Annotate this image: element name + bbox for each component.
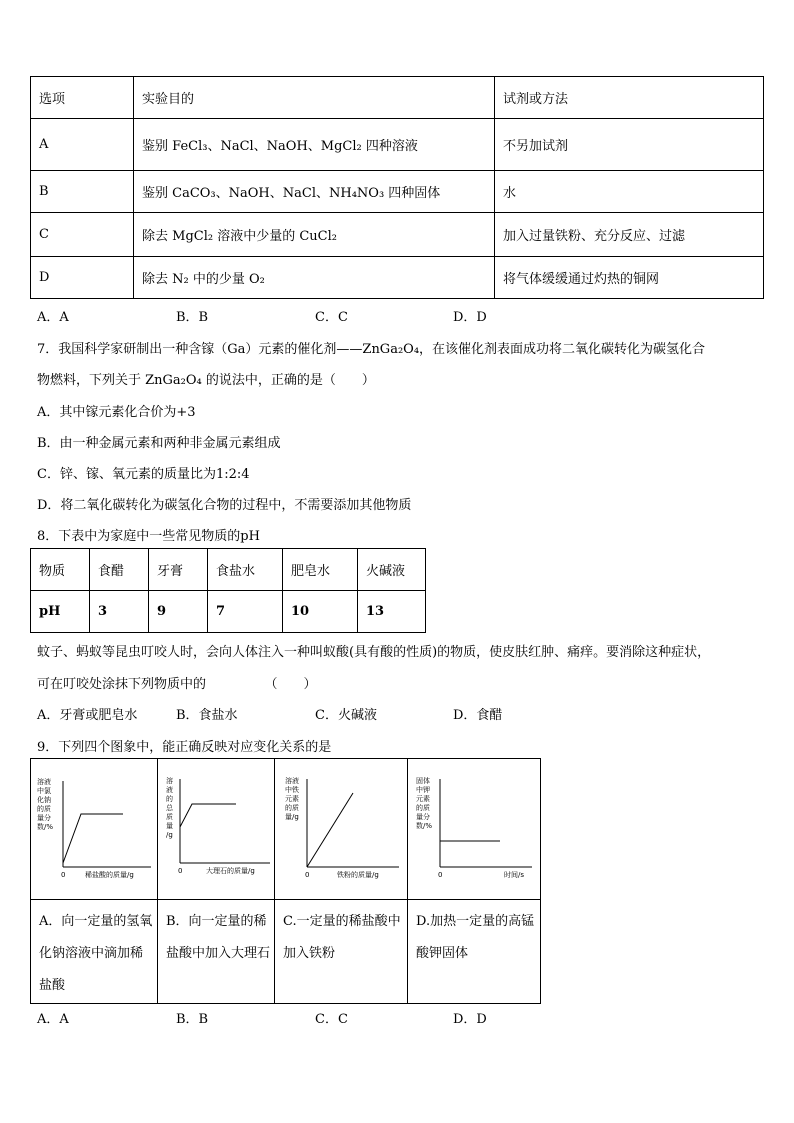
graph-a-ylabel — [37, 777, 53, 831]
q7-option-d: D．将二氧化碳转化为碳氢化合物的过程中，不需要添加其他物质 — [37, 498, 412, 513]
col-header-goal: 实验目的 — [134, 77, 495, 119]
graph-b-cell — [158, 759, 275, 900]
graph-a-curve — [63, 814, 123, 863]
ph-header-vinegar: 食醋 — [90, 549, 149, 591]
graph-d-xlabel: 时间/s — [504, 871, 525, 879]
graph-b-curve — [180, 804, 236, 827]
ph-value: 13 — [358, 591, 426, 633]
row-goal: 鉴别 CaCO₃、NaOH、NaCl、NH₄NO₃ 四种固体 — [134, 171, 495, 213]
graph-c-ylabel — [285, 776, 299, 821]
graph-c-ylabel-line: 的质 — [285, 804, 299, 812]
graph-a-xlabel: 稀盐酸的质量/g — [85, 871, 134, 879]
col-header-option: 选项 — [31, 77, 134, 119]
row-method: 水 — [495, 171, 764, 213]
reagent-table — [30, 76, 764, 299]
ph-value: 7 — [208, 591, 283, 633]
ph-label: pH — [31, 591, 90, 633]
table-row — [31, 257, 764, 299]
q7-option-c: C．锌、镓、氧元素的质量比为1:2:4 — [37, 467, 250, 482]
q7-stem-line2: 物燃料，下列关于 ZnGa₂O₄ 的说法中，正确的是（ ） — [37, 373, 375, 388]
graph-c-ylabel-line: 中铁 — [285, 786, 299, 794]
graph-b-ylabel-line: 总 — [166, 804, 173, 812]
ph-header-toothpaste: 牙膏 — [149, 549, 208, 591]
graph-b-ylabel-line: 的 — [166, 795, 173, 803]
graph-b-ylabel — [166, 776, 174, 839]
graph-a-ylabel-line: 数/% — [37, 823, 54, 831]
graph-c-ylabel-line: 量/g — [285, 813, 299, 821]
table-row — [31, 119, 764, 171]
col-header-method: 试剂或方法 — [495, 77, 764, 119]
graph-c-cell — [275, 759, 408, 900]
ph-value: 3 — [90, 591, 149, 633]
row-option: C — [31, 213, 134, 257]
graph-b-origin: 0 — [178, 867, 183, 875]
table-row — [31, 213, 764, 257]
table-row — [31, 171, 764, 213]
graph-b-ylabel-line: 液 — [166, 786, 173, 794]
graph-d-ylabel-line: 元素 — [416, 795, 430, 803]
graph-d-ylabel — [416, 776, 432, 830]
graph-d-origin: 0 — [438, 871, 443, 879]
graph-b-ylabel-line: 量 — [166, 822, 173, 830]
row-option: A — [31, 119, 134, 171]
graph-c-origin: 0 — [305, 871, 310, 879]
row-goal: 鉴别 FeCl₃、NaCl、NaOH、MgCl₂ 四种溶液 — [134, 119, 495, 171]
graph-b-caption: B．向一定量的稀盐酸中加入大理石 — [158, 900, 275, 1004]
q9-option-d: D．D — [453, 1012, 487, 1027]
graph-a-cell — [31, 759, 158, 900]
q9-option-c: C．C — [315, 1012, 348, 1027]
row-option: B — [31, 171, 134, 213]
graph-a-caption: A．向一定量的氢氧化钠溶液中滴加稀盐酸 — [31, 900, 158, 1004]
graph-a-ylabel-line: 量分 — [37, 814, 51, 822]
graph-d-ylabel-line: 的质 — [416, 804, 430, 812]
q6-option-a: A．A — [37, 310, 69, 325]
graph-c-caption: C.一定量的稀盐酸中加入铁粉 — [275, 900, 408, 1004]
ph-value: 9 — [149, 591, 208, 633]
q7-option-a: A．其中镓元素化合价为+3 — [37, 405, 196, 420]
graph-b-ylabel-line: 质 — [166, 813, 173, 821]
q8-text-line2: 可在叮咬处涂抹下列物质中的 （ ） — [37, 677, 317, 692]
ph-header-saltwater: 食盐水 — [208, 549, 283, 591]
q9-option-b: B．B — [176, 1012, 209, 1027]
graph-a — [31, 759, 157, 895]
q9-stem: 9．下列四个图象中，能正确反映对应变化关系的是 — [37, 740, 332, 755]
ph-table — [30, 548, 426, 633]
ph-value: 10 — [283, 591, 358, 633]
q6-option-d: D．D — [453, 310, 487, 325]
q6-option-c: C．C — [315, 310, 348, 325]
graph-b-xlabel: 大理石的质量/g — [206, 867, 255, 875]
q8-option-c: C．火碱液 — [315, 708, 377, 723]
q8-stem: 8．下表中为家庭中一些常见物质的pH — [37, 529, 260, 544]
graph-a-ylabel-line: 中氯 — [37, 787, 51, 795]
row-method: 不另加试剂 — [495, 119, 764, 171]
graph-c-ylabel-line: 溶液 — [285, 777, 299, 785]
graph-d-ylabel-line: 中钾 — [416, 786, 430, 794]
graph-d-ylabel-line: 数/% — [416, 822, 433, 830]
q8-option-a: A．牙膏或肥皂水 — [37, 708, 138, 723]
row-method: 加入过量铁粉、充分反应、过滤 — [495, 213, 764, 257]
graph-c-curve — [307, 793, 353, 867]
q7-option-b: B．由一种金属元素和两种非金属元素组成 — [37, 436, 281, 451]
graph-b — [158, 759, 274, 895]
graph-d-ylabel-line: 量分 — [416, 813, 430, 821]
graph-a-origin: 0 — [61, 871, 66, 879]
graph-b-ylabel-line: /g — [166, 831, 173, 839]
ph-header-lye: 火碱液 — [358, 549, 426, 591]
graph-b-ylabel-line: 溶 — [166, 777, 173, 785]
ph-header-soapwater: 肥皂水 — [283, 549, 358, 591]
q6-option-b: B．B — [176, 310, 209, 325]
graph-d — [408, 759, 540, 895]
ph-header-substance: 物质 — [31, 549, 90, 591]
graph-d-cell — [408, 759, 541, 900]
q8-option-b: B．食盐水 — [176, 708, 238, 723]
q8-option-d: D．食醋 — [453, 708, 503, 723]
row-goal: 除去 N₂ 中的少量 O₂ — [134, 257, 495, 299]
graph-d-caption: D.加热一定量的高锰酸钾固体 — [408, 900, 541, 1004]
row-goal: 除去 MgCl₂ 溶液中少量的 CuCl₂ — [134, 213, 495, 257]
q7-stem-line1: 7．我国科学家研制出一种含镓（Ga）元素的催化剂——ZnGa₂O₄，在该催化剂表面成功将二氧化碳转化为碳氢化合 — [37, 342, 706, 357]
graph-d-ylabel-line: 固体 — [416, 777, 430, 785]
graph-a-ylabel-line: 的质 — [37, 805, 51, 813]
q9-option-a: A．A — [37, 1012, 69, 1027]
graph-a-ylabel-line: 溶液 — [37, 778, 51, 786]
graph-c-ylabel-line: 元素 — [285, 795, 299, 803]
graph-a-ylabel-line: 化钠 — [37, 796, 51, 804]
graph-table — [30, 758, 541, 1004]
row-method: 将气体缓缓通过灼热的铜网 — [495, 257, 764, 299]
row-option: D — [31, 257, 134, 299]
q8-text-line1: 蚊子、蚂蚁等昆虫叮咬人时，会向人体注入一种叫蚁酸(具有酸的性质)的物质，使皮肤红肿、痛痒。要消除这种症状， — [37, 645, 711, 660]
graph-c-xlabel: 铁粉的质量/g — [337, 871, 379, 879]
graph-c — [275, 759, 407, 895]
